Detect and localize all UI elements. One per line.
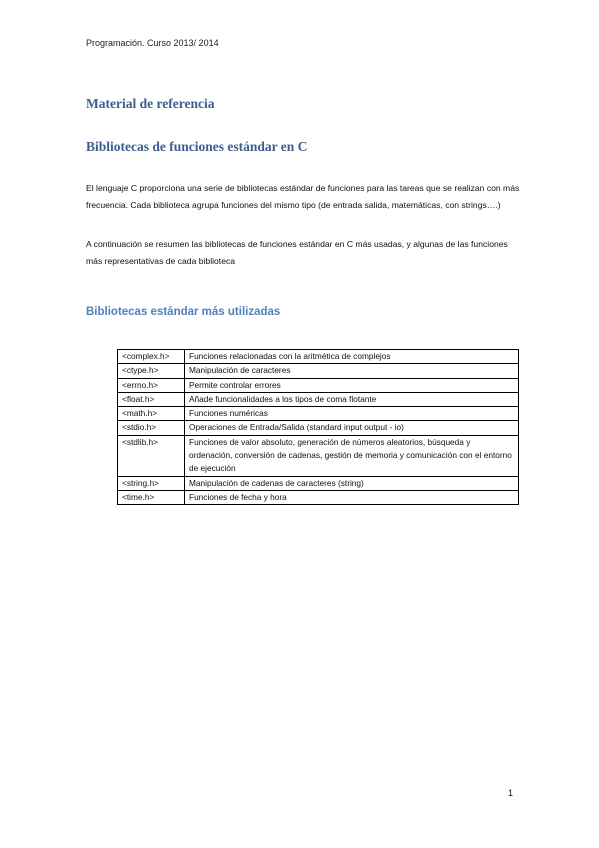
library-name-cell: <ctype.h> xyxy=(118,364,185,378)
library-name-cell: <stdio.h> xyxy=(118,421,185,435)
library-description-cell: Añade funcionalidades a los tipos de coma flotante xyxy=(185,392,519,406)
table-row xyxy=(118,350,519,364)
library-name-cell: <time.h> xyxy=(118,490,185,504)
library-description-cell: Manipulación de cadenas de caracteres (string) xyxy=(185,476,519,490)
heading-bibliotecas-funciones: Bibliotecas de funciones estándar en C xyxy=(86,139,308,154)
table-row xyxy=(118,378,519,392)
library-description-cell: Funciones relacionadas con la aritmética de complejos xyxy=(185,350,519,364)
heading-bibliotecas-mas-utilizadas: Bibliotecas estándar más utilizadas xyxy=(86,306,281,318)
table-row xyxy=(118,364,519,378)
library-description-cell: Funciones numéricas xyxy=(185,407,519,421)
library-name-cell: <complex.h> xyxy=(118,350,185,364)
library-description-cell: Operaciones de Entrada/Salida (standard input output - io) xyxy=(185,421,519,435)
library-table xyxy=(117,349,519,505)
library-name-cell: <stdlib.h> xyxy=(118,435,185,476)
page-header: Programación. Curso 2013/ 2014 xyxy=(86,38,219,48)
table-row xyxy=(118,421,519,435)
paragraph-summary: A continuación se resumen las bibliotecas de funciones estándar en C más usadas, y algunas de las funciones más representativas de cada biblioteca xyxy=(86,239,508,266)
library-description-cell: Manipulación de caracteres xyxy=(185,364,519,378)
table-row xyxy=(118,435,519,476)
library-description-cell: Permite controlar errores xyxy=(185,378,519,392)
table-row xyxy=(118,490,519,504)
paragraph-intro: El lenguaje C proporciona una serie de bibliotecas estándar de funciones para las tareas que se realizan con más frecuencia. Cada biblioteca agrupa funciones del mismo tipo (de entrada salida, matemáticas, con strings….) xyxy=(86,183,520,210)
library-description-cell: Funciones de fecha y hora xyxy=(185,490,519,504)
heading-material-referencia: Material de referencia xyxy=(86,96,215,111)
table-row xyxy=(118,392,519,406)
table-row xyxy=(118,476,519,490)
library-name-cell: <float.h> xyxy=(118,392,185,406)
library-name-cell: <errno.h> xyxy=(118,378,185,392)
table-row xyxy=(118,407,519,421)
page-number: 1 xyxy=(508,788,514,798)
library-description-cell: Funciones de valor absoluto, generación de números aleatorios, búsqueda y ordenación, conversión de cadenas, gestión de memoria y comunicación con el entorno de ejecución xyxy=(185,435,519,476)
library-name-cell: <math.h> xyxy=(118,407,185,421)
library-name-cell: <string.h> xyxy=(118,476,185,490)
